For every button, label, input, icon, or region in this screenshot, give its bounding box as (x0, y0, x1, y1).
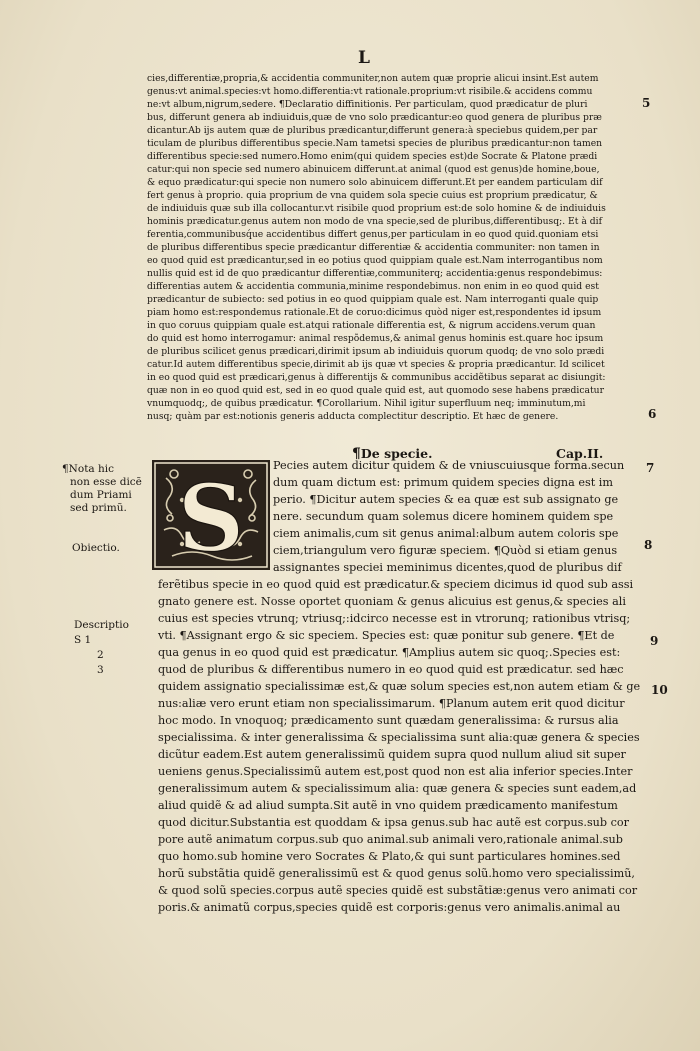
margin-number: 5 (642, 96, 651, 110)
side-note-line: dum Priami (70, 489, 132, 501)
text-line: do quid est homo interrogamur: animal respõdemus,& animal genus hominis est.quare hoc ipsum (147, 333, 604, 344)
text-line: nus:aliæ vero erunt etiam non specialissimarum. ¶Planum autem erit quod dicitur (158, 697, 625, 710)
chapter-number: Cap.II. (556, 446, 604, 461)
text-line: prædicantur de subiecto: sed potius in eo quod quippiam quale est. Nam interroganti quale quip (147, 294, 599, 305)
text-line: dum quam dictum est: primum quidem species digna est im (273, 476, 613, 489)
initial-letter: S (177, 464, 245, 570)
text-line: eo quod quid est prædicantur,sed in eo potius quod quippiam quale est.Nam interrogantibus nom (147, 255, 603, 266)
section-title: De specie. (360, 446, 433, 461)
text-line: ciem,triangulum vero figuræ speciem. ¶Quòd si etiam genus (273, 544, 618, 557)
text-line: qua genus in eo quod quid est prædicatur. ¶Amplius autem sic quoq;.Species est: (158, 646, 621, 659)
text-line: & quod solũ species.corpus autẽ species quidẽ est substãtiæ:genus vero animati cor (158, 884, 638, 897)
text-line: bus, differunt genera ab indiuiduis,quæ de vno solo prædicantur:eo quod genera de pluribus præ (147, 112, 602, 123)
text-line: hoc modo. In vnoquoq; prædicamento sunt quædam generalissima: & rursus alia (158, 714, 619, 727)
text-line: de pluribus differentibus specie prædicantur differentiæ & accidentia communiter: non tamen in (147, 242, 600, 253)
side-note-line: 2 (97, 649, 104, 661)
side-note-line: non esse dicẽ (70, 476, 142, 488)
margin-number: 9 (650, 634, 659, 648)
text-line: fert genus à proprio. quia proprium de vna quidem sola specie cuius est proprium prædicatur, & (147, 190, 598, 201)
decorated-initial (152, 460, 270, 570)
text-line: specialissima. & inter generalissima & specialissima sunt alia:quæ genera & species (158, 731, 640, 744)
text-line: gnato genere est. Nosse oportet quoniam & genus alicuius est genus,& species ali (158, 595, 626, 608)
text-line: piam homo est:respondemus rationale.Et de coruo:dicimus quòd niger est,respondentes id ipsum (147, 307, 602, 318)
text-line: in eo quod quid est prædicari,genus à differentijs & communibus accidẽtibus separat ac disiungit: (147, 372, 606, 383)
text-line: quidem assignatio specialissimæ est,& quæ solum species est,non autem etiam & ge (158, 680, 641, 693)
text-line: dicũtur eadem.Est autem generalissimũ quidem supra quod nullum aliud sit super (158, 748, 626, 761)
text-line: de pluribus scilicet genus prædicari,dirimit ipsum ab indiuiduis quorum quodq; de vno solo prædi (147, 346, 605, 357)
text-line: vti. ¶Assignant ergo & sic speciem. Species est: quæ ponitur sub genere. ¶Et de (158, 629, 615, 642)
margin-number: 8 (644, 538, 653, 552)
side-note-line: sed primũ. (70, 502, 127, 514)
text-line: ferẽtibus specie in eo quod quid est prædicatur.& speciem dicimus id quod sub assi (158, 578, 634, 591)
text-line: horũ substãtia quidẽ generalissimũ est & quod genus solũ.homo vero specialissimũ, (158, 867, 635, 880)
text-line: ciem animalis,cum sit genus animal:album autem coloris spe (273, 527, 619, 540)
text-line: vnumquodq;, de quibus prædicatur. ¶Corollarium. Nihil igitur superfluum neq; imminutum,mi (147, 398, 586, 409)
text-line: assignantes speciei meminimus dicentes,quod de pluribus dif (273, 561, 622, 574)
text-line: generalissimum autem & specialissimum alia: quæ genera & species sunt eadem,ad (158, 782, 637, 795)
text-line: differentibus specie:sed numero.Homo enim(qui quidem species est)de Socrate & Platone prædi (147, 151, 598, 162)
text-line: ticulam de pluribus differentibus specie.Nam tametsi species de pluribus prædicantur:non tamen (147, 138, 603, 149)
text-line: nusq; quàm par est:notionis generis adducta complectitur descriptio. Et hæc de genere. (147, 411, 559, 422)
text-line: quo homo.sub homine vero Socrates & Plato,& qui sunt particulares homines.sed (158, 850, 621, 863)
text-line: cies,differentiæ,propria,& accidentia communiter,non autem quæ proprie alicui insint.Est autem (147, 73, 599, 84)
margin-number: 7 (646, 461, 655, 475)
margin-number: 10 (651, 683, 668, 697)
folio-letter: L (358, 48, 371, 68)
text-line: ueniens genus.Specialissimũ autem est,post quod non est alia inferior species.Inter (158, 765, 633, 778)
margin-number: 6 (648, 407, 657, 421)
text-line: de indiuiduis quæ sub illa collocantur.vt risibile quod proprium est:de solo homine & de indiuiduis (147, 203, 606, 214)
side-note-obiectio: Obiectio. (72, 542, 120, 554)
text-line: perio. ¶Dicitur autem species & ea quæ est sub assignato ge (273, 493, 619, 506)
text-line: poris.& animatũ corpus,species quidẽ est corporis:genus vero animalis.animal au (158, 901, 621, 914)
text-line: cuius est species vtrunq; vtriusq;:idcirco necesse est in vtrorunq; rationibus vtrisq; (158, 612, 631, 625)
text-line: pore autẽ animatum corpus.sub quo animal.sub animali vero,rationale animal.sub (158, 833, 623, 846)
text-line: & equo prædicatur:qui specie non numero solo abinuicem differunt.Et per eandem particulam dif (147, 177, 603, 188)
text-line: hominis prædicatur.genus autem non modo de vna specie,sed de pluribus,differentibusq;. Et à dif (147, 216, 602, 227)
text-line: ne:vt album,nigrum,sedere. ¶Declaratio diffinitionis. Per particulam, quod prædicatur de pluri (147, 99, 588, 110)
text-line: in quo coruus quippiam quale est.atqui rationale differentia est, & nigrum accidens.verum quan (147, 320, 596, 331)
side-note-line: ¶Nota hic (62, 463, 115, 475)
text-line: Pecies autem dicitur quidem & de vniuscuiusque forma.secun (273, 459, 625, 472)
text-line: quod dicitur.Substantia est quoddam & ipsa genus.sub hac autẽ est corpus.sub cor (158, 816, 629, 829)
text-line: differentias autem & accidentia communia,minime respondebimus. non enim in eo quod quid est (147, 281, 599, 292)
text-line: ferentia,communibusq́ue accidentibus differt genus,per particulam in eo quod quid.quoniam etsi (147, 229, 599, 240)
text-line: aliud quidẽ & ad aliud sumpta.Sit autẽ in vno quidem prædicamento manifestum (158, 799, 618, 812)
pilcrow-mark: ¶ (352, 446, 361, 462)
side-note-line: S 1 (74, 634, 92, 646)
text-line: dicantur.Ab ijs autem quæ de pluribus prædicantur,differunt genera:à speciebus quidem,per par (147, 125, 598, 136)
text-line: catur.Id autem differentibus specie,dirimit ab ijs quæ vt species & propria prædicantur. Id scilicet (147, 359, 605, 370)
text-line: catur:qui non specie sed numero abinuicem differunt.at animal (quod est genus)de homine,boue, (147, 164, 600, 175)
text-line: quæ non in eo quod quid est, sed in eo quod quale quid est, aut quomodo sese habens prædicatur (147, 385, 604, 396)
side-note-line: Descriptio (74, 619, 129, 631)
text-line: genus:vt animal.species:vt homo.differentia:vt rationale.proprium:vt risibile.& accidens commu (147, 86, 593, 97)
side-note-line: 3 (97, 664, 104, 676)
text-line: nere. secundum quam solemus dicere hominem quidem spe (273, 510, 614, 523)
text-line: quod de pluribus & differentibus numero in eo quod quid est prædicatur. sed hæc (158, 663, 624, 676)
text-line: nullis quid est id de quo prædicantur differentiæ,communiterq; accidentia:genus respondebimus: (147, 268, 603, 279)
